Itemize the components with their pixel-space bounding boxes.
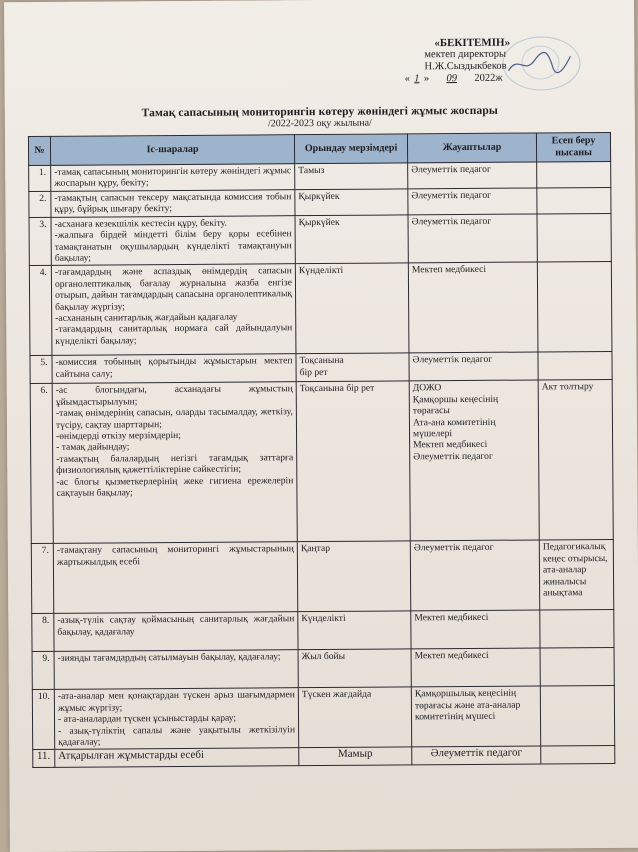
- cell-responsible: [411, 648, 540, 687]
- cell-deadline-line: Мамыр: [337, 748, 373, 761]
- cell-activity: [51, 164, 295, 192]
- cell-num: 7.: [31, 544, 53, 614]
- cell-report-line: Педагогикалық кеңес отырысы, ата-аналар жиналысы анықтама: [542, 541, 608, 599]
- plan-table: [28, 132, 615, 769]
- cell-deadline-line: Тамыз: [298, 164, 325, 177]
- cell-responsible-line: Әлеуметтік педагог: [413, 450, 493, 463]
- cell-report: [539, 540, 613, 611]
- cell-report: [538, 380, 613, 541]
- table-row: [29, 262, 612, 356]
- cell-activity-line: - тамақ дайындау;: [56, 441, 130, 454]
- table-row: [30, 352, 612, 384]
- cell-responsible-line: Мектеп медбикесі: [414, 650, 489, 662]
- cell-responsible: [408, 214, 537, 264]
- cell-responsible-line: Әлеуметтік педагог: [430, 747, 522, 760]
- cell-num: 6.: [30, 384, 53, 544]
- cell-responsible: [410, 540, 539, 611]
- table-header-row: [28, 132, 610, 165]
- approval-year: 2022ж: [474, 72, 503, 84]
- cell-responsible-line: Мектеп медбикесі: [411, 264, 487, 276]
- table-row: [29, 213, 611, 266]
- approval-name: Н.Ж.Сыздыкбеков: [424, 60, 507, 73]
- cell-num: 11.: [33, 750, 55, 768]
- approval-day: 1: [414, 73, 420, 85]
- cell-activity: [51, 190, 295, 218]
- cell-responsible: [409, 352, 538, 381]
- cell-activity: [52, 354, 296, 384]
- cell-activity-line: -ата-аналар мен қонақтардан түскен арыз шағымдармен жұмыс жүргізу;: [57, 689, 295, 714]
- cell-responsible-line: Әлеуметтік педагог: [411, 163, 491, 176]
- cell-deadline: [296, 381, 410, 542]
- cell-responsible-line: Мектеп медбикесі: [413, 439, 488, 451]
- cell-responsible-line: Қамқоршы кеңесінің төрағасы: [412, 393, 499, 417]
- cell-report: [538, 352, 612, 381]
- approval-role: мектеп директоры: [424, 48, 507, 61]
- cell-activity-line: -ас блогы қызметкерлерінің жеке гигиена ережелерін сақтауын бақылау;: [56, 474, 294, 499]
- cell-deadline-line: Күнделікті: [298, 265, 344, 277]
- cell-deadline: [295, 163, 408, 190]
- cell-activity-line: -тамақ өнімдерінің сапасын, оларды тасымалдау, жеткізу, түсіру, сақтау шарттарын;: [55, 406, 293, 431]
- cell-num: 5.: [30, 356, 52, 384]
- cell-activity-line: Атқарылған жұмыстарды есебі: [58, 749, 205, 763]
- cell-responsible: [408, 162, 537, 189]
- cell-activity-line: -тамақ сапасының мониторингін көтеру жөніндегі жұмыс жоспарын құру, бекіту;: [54, 165, 292, 190]
- cell-deadline: [299, 747, 412, 766]
- approval-date: « 1 » 09 2022ж: [404, 72, 503, 85]
- cell-deadline-line: Тоқсанына бір рет: [299, 383, 375, 395]
- cell-responsible: [411, 686, 540, 747]
- cell-deadline: [296, 353, 409, 382]
- cell-deadline-line: Күнделікті: [301, 613, 346, 625]
- cell-activity: [54, 650, 298, 690]
- cell-responsible: [408, 188, 537, 215]
- cell-activity-line: -зиянды тағамдардың сатылмауын бақылау, қадағалау;: [57, 651, 281, 665]
- cell-responsible: [412, 746, 541, 765]
- cell-report: [537, 262, 612, 353]
- cell-activity: [53, 542, 297, 614]
- cell-activity-line: -ас блогындағы, асханадағы жұмыстың ұйымдастырылуын;: [55, 383, 293, 408]
- cell-activity-line: -асханаға кезекшілік кестесін құру, бекіту.: [54, 217, 227, 230]
- table-row: [33, 746, 615, 768]
- cell-activity-line: -комиссия тобының қорытынды жұмыстарын мектеп сайтына салу;: [55, 355, 293, 380]
- cell-responsible-line: Мектеп медбикесі: [414, 612, 489, 624]
- cell-num: 10.: [32, 690, 54, 750]
- cell-activity-line: -тамақтың балалардың негізгі тағамдық заттарға физиологиялық қажеттіліктеріне сәйкестігін;: [56, 452, 294, 477]
- cell-responsible: [408, 262, 538, 353]
- cell-activity-line: - ата-аналардан түскен ұсыныстарды қарау;: [57, 712, 237, 726]
- cell-responsible-line: ДОЖО: [412, 382, 442, 394]
- table-row: [30, 380, 613, 544]
- cell-deadline-line: Тоқсанына: [299, 355, 344, 367]
- cell-responsible-line: Әлеуметтік педагог: [413, 542, 494, 554]
- cell-num: 1.: [29, 165, 51, 191]
- cell-activity: [51, 264, 296, 356]
- cell-deadline: [295, 189, 408, 216]
- cell-activity: [55, 748, 299, 768]
- cell-deadline-line: Жыл бойы: [301, 651, 346, 663]
- table-row: [32, 648, 614, 690]
- cell-deadline: [297, 541, 410, 612]
- approval-title: «БЕКІТЕМІН»: [434, 36, 511, 50]
- cell-responsible-line: Әлеуметтік педагог: [412, 354, 493, 366]
- cell-activity: [51, 215, 295, 265]
- table-row: [32, 686, 614, 750]
- approval-block: [404, 36, 554, 85]
- cell-deadline-line: Түскен жағдайда: [301, 689, 372, 701]
- cell-responsible: [409, 380, 539, 541]
- header-responsible: Жауаптылар: [407, 133, 536, 163]
- cell-activity: [54, 688, 298, 750]
- cell-report: [540, 610, 614, 649]
- document-page: [4, 0, 638, 852]
- cell-report: [537, 161, 611, 188]
- cell-report: [541, 746, 615, 765]
- cell-activity-line: -тамақтың сапасын тексеру мақсатында комиссия тобын құру, бұйрық шығару бекіту;: [54, 191, 292, 216]
- cell-deadline-line: Қыркүйек: [298, 216, 340, 228]
- header-deadline: Орындау мерзімдері: [294, 134, 407, 164]
- cell-deadline-line: бір рет: [299, 366, 328, 378]
- cell-activity-line: -жалпыға бірдей міндетті білім беру қоры есебінен тамақтанатын оқушылардың күнделікті тамақтануын бақылау;: [54, 228, 292, 264]
- table-body: [29, 161, 615, 768]
- approval-month: 09: [446, 73, 457, 85]
- cell-activity-line: - азық-түліктің сапалы және уақытылы жеткізілуін қадағалау;: [58, 723, 296, 748]
- cell-deadline-line: Қыркүйек: [298, 190, 340, 203]
- cell-report: [537, 187, 611, 213]
- cell-activity: [54, 612, 298, 652]
- cell-responsible-line: Қамқоршылық кеңесінің төрағасы және ата-аналар комитетінің мүшесі: [414, 688, 521, 723]
- cell-deadline: [295, 215, 408, 264]
- table-row: [32, 610, 614, 652]
- cell-report: [540, 648, 614, 687]
- table-row: [29, 161, 611, 191]
- cell-responsible-line: Әлеуметтік педагог: [411, 215, 492, 228]
- cell-num: 9.: [32, 652, 54, 690]
- cell-num: 8.: [32, 614, 54, 652]
- header-activity: Іс-шаралар: [50, 135, 294, 166]
- document-title: Тамақ сапасының мониторингін көтеру жөніндегі жұмыс жоспары: [141, 104, 498, 120]
- header-report: Есеп беру нысаны: [536, 132, 610, 162]
- cell-deadline: [295, 263, 409, 354]
- table-row: [31, 540, 613, 614]
- cell-activity-line: -тағамдардың санитарлық нормаға сай дайындалуын күнделікті бақылау;: [55, 322, 293, 347]
- cell-activity-line: -өнімдерді өткізу мерзімдерін;: [56, 430, 181, 442]
- cell-activity-line: -тамақтану сапасының мониторингі жұмыстарының жартыжылдық есебі: [56, 543, 294, 568]
- cell-deadline: [298, 611, 411, 650]
- cell-responsible-line: Әлеуметтік педагог: [411, 189, 492, 202]
- cell-deadline: [298, 649, 411, 688]
- header-num: №: [28, 136, 50, 165]
- cell-num: 3.: [29, 217, 51, 266]
- cell-responsible-line: Ата-ана комитетінің мүшелері: [412, 416, 496, 440]
- cell-num: 4.: [29, 266, 52, 356]
- cell-activity-line: -асхананың санитарлық жағдайын қадағалау: [55, 311, 238, 324]
- cell-activity: [52, 382, 297, 544]
- cell-activity-line: -тағамдардың және аспаздық өнімдердің сапасын органолептикалық бағалау журналына жазба енгізе отырып, дайын тағамдардың сапасына органолептикалық бақылау жүргізу;: [54, 265, 293, 313]
- document-subtitle: /2022-2023 оқу жылына/: [267, 117, 372, 130]
- table-row: [29, 187, 611, 217]
- cell-report: [540, 686, 614, 747]
- cell-deadline-line: Қаңтар: [300, 543, 331, 555]
- cell-activity-line: -азық-түлік сақтау қоймасының санитарлық жағдайын бақылау, қадағалау: [57, 613, 295, 638]
- cell-responsible: [411, 610, 540, 649]
- cell-report: [537, 213, 611, 262]
- cell-report-line: Акт толтыру: [541, 381, 594, 393]
- cell-deadline: [298, 687, 411, 748]
- cell-num: 2.: [29, 191, 51, 217]
